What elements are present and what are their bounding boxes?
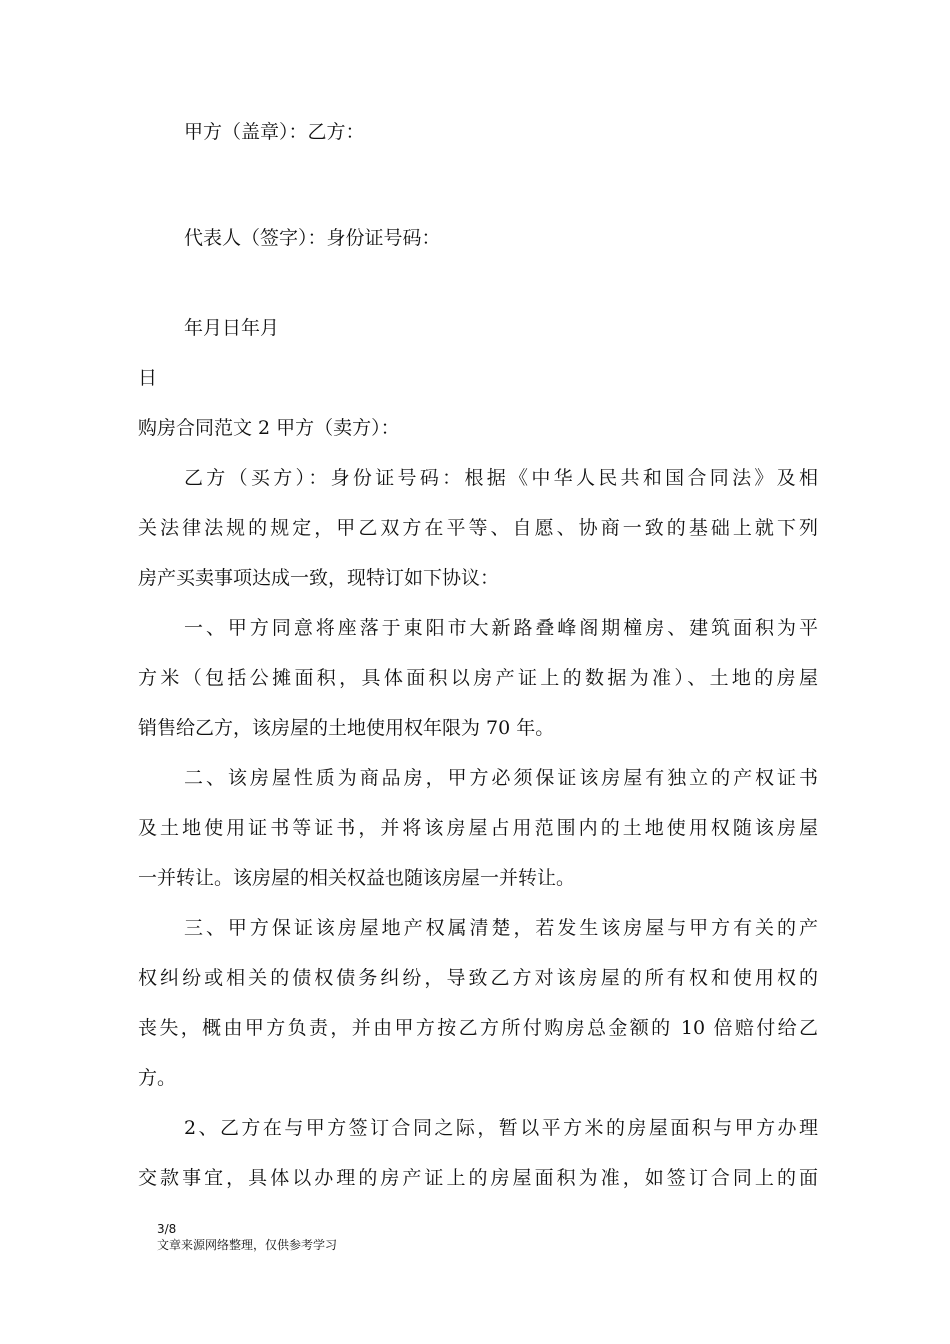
clause-2-line: 二、该房屋性质为商品房，甲方必须保证该房屋有独立的产权证书 <box>184 767 818 789</box>
date-line-continued: 日 <box>138 367 158 389</box>
clause-3-line: 三、甲方保证该房屋地产权属清楚，若发生该房屋与甲方有关的产 <box>184 917 818 939</box>
clause-1-line: 销售给乙方，该房屋的土地使用权年限为 70 年。 <box>138 717 555 739</box>
clause-2b-line: 2、乙方在与甲方签订合同之际，暂以平方米的房屋面积与甲方办理 <box>184 1117 818 1139</box>
clause-1-line: 一、甲方同意将座落于東阳市大新路叠峰阁期橦房、建筑面积为平 <box>184 617 818 639</box>
clause-2-line: 一并转让。该房屋的相关权益也随该房屋一并转让。 <box>138 867 576 889</box>
clause-2b-line: 交款事宜，具体以办理的房产证上的房屋面积为准，如签订合同上的面 <box>138 1167 818 1189</box>
clause-3-line: 方。 <box>138 1067 177 1089</box>
page-number: 3/8 <box>157 1222 177 1236</box>
clause-3-line: 权纠纷或相关的债权债务纠纷，导致乙方对该房屋的所有权和使用权的 <box>138 967 818 989</box>
intro-line: 房产买卖事项达成一致，现特订如下协议： <box>138 567 500 589</box>
source-note: 文章来源网络整理，仅供参考学习 <box>157 1238 338 1252</box>
clause-3-line: 丧失，概由甲方负责，并由甲方按乙方所付购房总金额的 10 倍赔付给乙 <box>138 1017 818 1039</box>
clause-2-line: 及土地使用证书等证书，并将该房屋占用范围内的土地使用权随该房屋 <box>138 817 818 839</box>
representative-sign-line: 代表人（签字）：身份证号码： <box>184 227 441 249</box>
intro-line: 乙方（买方）：身份证号码：根据《中华人民共和国合同法》及相 <box>184 467 818 489</box>
intro-line: 关法律法规的规定，甲乙双方在平等、自愿、协商一致的基础上就下列 <box>138 517 818 539</box>
date-line: 年月日年月 <box>184 317 280 339</box>
party-a-seal-line: 甲方（盖章）：乙方： <box>184 121 365 143</box>
contract-heading: 购房合同范文 2 甲方（卖方）： <box>138 417 400 439</box>
clause-1-line: 方米（包括公摊面积，具体面积以房产证上的数据为准）、土地的房屋 <box>138 667 818 689</box>
